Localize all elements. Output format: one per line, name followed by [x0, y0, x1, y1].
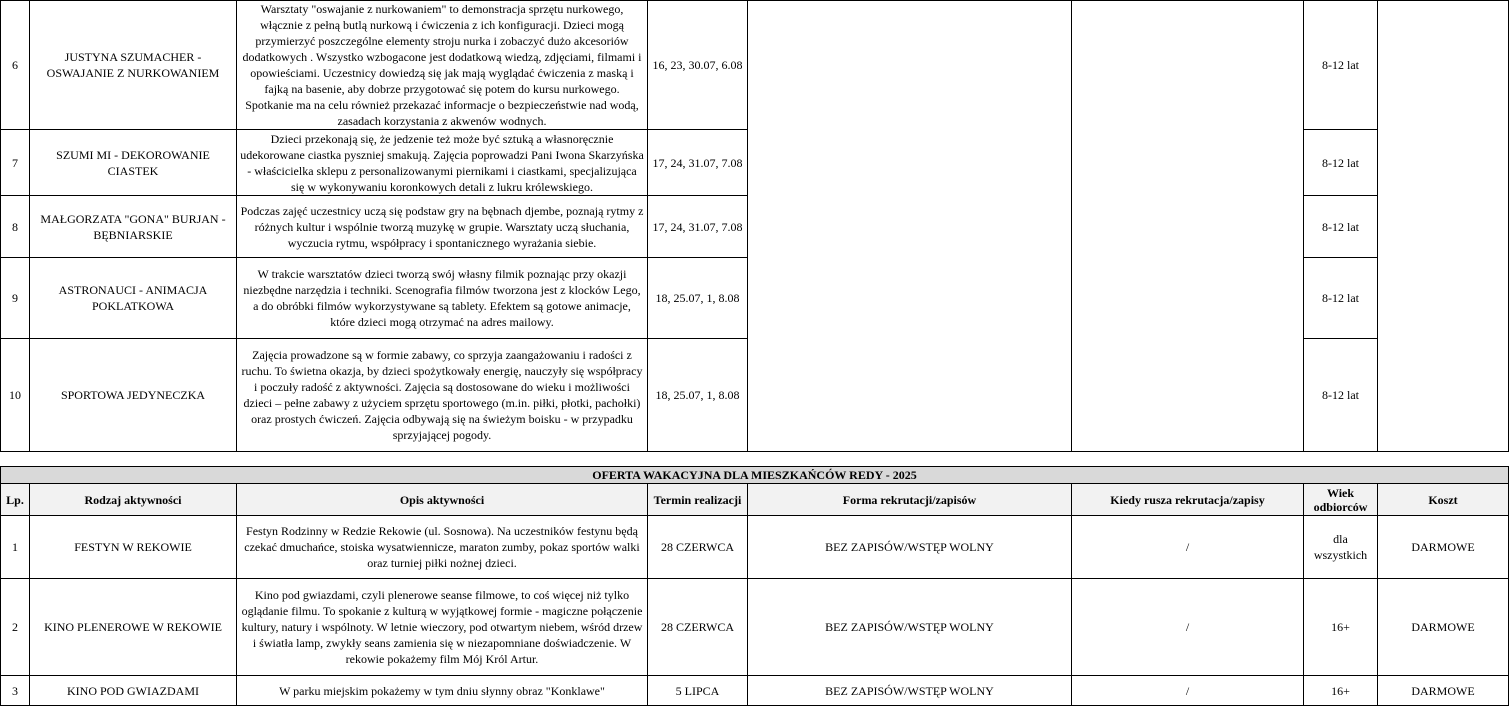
activity-description: W parku miejskim pokażemy w tym dniu słynny obraz "Konklawe" — [237, 676, 648, 706]
recruitment-form: BEZ ZAPISÓW/WSTĘP WOLNY — [748, 516, 1072, 579]
row-lp: 7 — [1, 130, 30, 196]
recruitment-start: / — [1072, 516, 1304, 579]
header-description: Opis aktywności — [237, 484, 648, 516]
row-lp: 10 — [1, 339, 30, 452]
activity-age: 16+ — [1304, 579, 1378, 676]
activity-term: 17, 24, 31.07, 7.08 — [648, 196, 748, 258]
table-row[interactable] — [1, 579, 1509, 676]
recruitment-form: BEZ ZAPISÓW/WSTĘP WOLNY — [748, 579, 1072, 676]
activity-term: 28 CZERWCA — [648, 516, 748, 579]
header-form: Forma rekrutacji/zapisów — [748, 484, 1072, 516]
activity-term: 18, 25.07, 1, 8.08 — [648, 339, 748, 452]
header-lp: Lp. — [1, 484, 30, 516]
row-lp: 2 — [1, 579, 30, 676]
activity-age: 8-12 lat — [1304, 1, 1378, 130]
activity-name: KINO PLENEROWE W REKOWIE — [30, 579, 237, 676]
activity-age: 8-12 lat — [1304, 196, 1378, 258]
spacer-row — [1, 452, 1509, 467]
activity-name: JUSTYNA SZUMACHER - OSWAJANIE Z NURKOWANIEM — [30, 1, 237, 130]
activity-description: Dzieci przekonają się, że jedzenie też może być sztuką a własnoręcznie udekorowane ciastka pyszniej smakują. Zajęcia poprowadzi Pani Iwona Skarzyńska - właścicielka sklepu z personalizowanymi piernikami i ciastkami, specjalizująca się w wykonywaniu koronkowych detali z lukru królewskiego. — [237, 130, 648, 196]
header-type: Rodzaj aktywności — [30, 484, 237, 516]
activity-cost: DARMOWE — [1378, 579, 1509, 676]
activity-name: ASTRONAUCI - ANIMACJA POKLATKOWA — [30, 258, 237, 339]
cost-cell — [1378, 1, 1509, 452]
activity-description: Zajęcia prowadzone są w formie zabawy, co sprzyja zaangażowaniu i radości z ruchu. To świetna okazja, by dzieci spożytkowały energię, nauczyły się współpracy i poczuły radość z aktywności. Zajęcia są dostosowane do wieku i możliwości dzieci – pełne zabawy z użyciem sprzętu sportowego (m.in. piłki, płotki, pachołki) oraz prostych ćwiczeń. Zajęcia odbywają się na świeżym boisku - w przypadku sprzyjającej pogody. — [237, 339, 648, 452]
activity-age: 8-12 lat — [1304, 339, 1378, 452]
section-title-row — [1, 467, 1509, 484]
header-cost: Koszt — [1378, 484, 1509, 516]
activity-description: Podczas zajęć uczestnicy uczą się podstaw gry na bębnach djembe, poznają rytmy z różnych kultur i wspólnie tworzą muzykę w grupie. Warsztaty uczą słuchania, wyczucia rytmu, współpracy i spontanicznego wyrażania siebie. — [237, 196, 648, 258]
activity-name: KINO POD GWIAZDAMI — [30, 676, 237, 706]
header-term: Termin realizacji — [648, 484, 748, 516]
row-lp: 8 — [1, 196, 30, 258]
activity-term: 18, 25.07, 1, 8.08 — [648, 258, 748, 339]
table-row[interactable] — [1, 676, 1509, 706]
row-lp: 9 — [1, 258, 30, 339]
section-title: OFERTA WAKACYJNA DLA MIESZKAŃCÓW REDY - 2025 — [1, 467, 1509, 484]
recruitment-start: / — [1072, 579, 1304, 676]
row-lp: 1 — [1, 516, 30, 579]
activity-description: W trakcie warsztatów dzieci tworzą swój własny filmik poznając przy okazji niezbędne narzędzia i techniki. Scenografia filmów tworzona jest z klocków Lego, a do obróbki filmów wykorzystywane są tablety. Efektem są gotowe animacje, które dzieci mogą otrzymać na adres mailowy. — [237, 258, 648, 339]
activity-description: Festyn Rodzinny w Redzie Rekowie (ul. Sosnowa). Na uczestników festynu będą czekać dmuchańce, stoiska wysatwiennicze, maraton zumby, pokaz sportów walki oraz turniej piłki nożnej dzieci. — [237, 516, 648, 579]
recruitment-start: / — [1072, 676, 1304, 706]
activity-term: 16, 23, 30.07, 6.08 — [648, 1, 748, 130]
activity-age: 16+ — [1304, 676, 1378, 706]
recruitment-form-cell — [748, 1, 1072, 452]
activity-cost: DARMOWE — [1378, 516, 1509, 579]
activity-description: Kino pod gwiazdami, czyli plenerowe seanse filmowe, to coś więcej niż tylko oglądanie filmu. To spokanie z kulturą w wyjątkowej formie - magiczne połączenie kultury, natury i wspólnoty. W letnie wieczory, pod otwartym niebem, wśród drzew i światła lamp, zwykły seans zamienia się w niezapomniane doświadczenie. W rekowie pokażemy film Mój Król Artur. — [237, 579, 648, 676]
activity-term: 5 LIPCA — [648, 676, 748, 706]
activity-name: MAŁGORZATA "GONA" BURJAN - BĘBNIARSKIE — [30, 196, 237, 258]
header-age: Wiek odbiorców — [1304, 484, 1378, 516]
activity-term: 17, 24, 31.07, 7.08 — [648, 130, 748, 196]
row-lp: 6 — [1, 1, 30, 130]
activity-age: 8-12 lat — [1304, 130, 1378, 196]
activity-term: 28 CZERWCA — [648, 579, 748, 676]
activity-age: dla wszystkich — [1304, 516, 1378, 579]
activity-description: Warsztaty "oswajanie z nurkowaniem" to demonstracja sprzętu nurkowego, włącznie z pełną butlą nurkową i ćwiczenia z ich konfiguracji. Dzieci mogą przymierzyć poszczególne elementy stroju nurka i zobaczyć dużo akcesoriów dodatkowych . Wszystko wzbogacone jest dodatkową wiedzą, zdjęciami, filmami i opowieściami. Uczestnicy dowiedzą się jak mają wyglądać ćwiczenia z maską i fajką na basenie, aby dobrze przygotować się potem do kursu nurkowego. Spotkanie ma na celu również przekazać informacje o bezpieczeństwie nad wodą, zasadach korzystania z akwenów wodnych. — [237, 1, 648, 130]
activity-name: SPORTOWA JEDYNECZKA — [30, 339, 237, 452]
recruitment-start-cell — [1072, 1, 1304, 452]
recruitment-form: BEZ ZAPISÓW/WSTĘP WOLNY — [748, 676, 1072, 706]
header-row — [1, 484, 1509, 516]
activity-cost: DARMOWE — [1378, 676, 1509, 706]
row-lp: 3 — [1, 676, 30, 706]
activity-name: FESTYN W REKOWIE — [30, 516, 237, 579]
table-row[interactable] — [1, 1, 1509, 130]
header-when: Kiedy rusza rekrutacja/zapisy — [1072, 484, 1304, 516]
activity-age: 8-12 lat — [1304, 258, 1378, 339]
activity-name: SZUMI MI - DEKOROWANIE CIASTEK — [30, 130, 237, 196]
table-row[interactable] — [1, 516, 1509, 579]
